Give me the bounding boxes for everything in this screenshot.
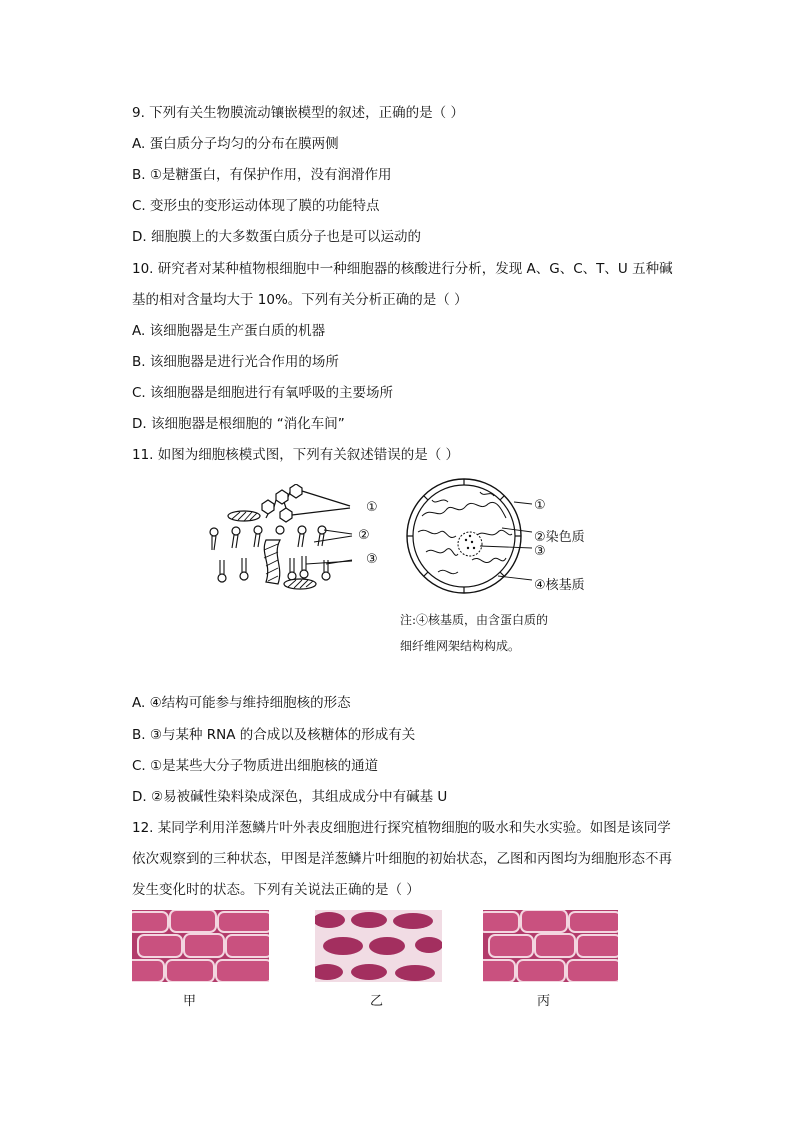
image-label-bing: 丙 <box>537 994 551 1009</box>
q9-stem: 9. 下列有关生物膜流动镶嵌模型的叙述，正确的是（ ） <box>132 105 464 121</box>
q9-option-d: D. 细胞膜上的大多数蛋白质分子也是可以运动的 <box>132 229 421 245</box>
micrograph-yi <box>315 910 442 982</box>
q11-option-d: D. ②易被碱性染料染成深色，其组成成分中有碱基 U <box>132 789 448 805</box>
membrane-label-1: ① <box>366 500 378 515</box>
figure-note-1: 注:④核基质，由含蛋白质的 <box>400 613 549 627</box>
image-label-jia: 甲 <box>183 994 197 1009</box>
nucleus-label-4: ④核基质 <box>534 578 585 593</box>
q11-option-b: B. ③与某种 RNA 的合成以及核糖体的形成有关 <box>132 727 416 743</box>
image-label-yi: 乙 <box>370 994 384 1009</box>
q10-stem-2: 基的相对含量均大于 10%。下列有关分析正确的是（ ） <box>132 292 468 308</box>
q10-stem-1: 10. 研究者对某种植物根细胞中一种细胞器的核酸进行分析，发现 A、G、C、T、U 五种碱 <box>132 261 673 277</box>
q9-option-a: A. 蛋白质分子均匀的分布在膜两侧 <box>132 136 339 152</box>
q9-option-b: B. ①是糖蛋白，有保护作用，没有润滑作用 <box>132 167 392 183</box>
nucleus-label-1: ① <box>534 498 546 513</box>
membrane-label-3: ③ <box>366 552 378 567</box>
micrograph-bing <box>483 910 618 982</box>
q11-option-c: C. ①是某些大分子物质进出细胞核的通道 <box>132 758 379 774</box>
figure-note-2: 细纤维网架结构构成。 <box>400 639 521 653</box>
nucleus-label-3: ③ <box>534 544 546 559</box>
q12-stem-2: 依次观察到的三种状态，甲图是洋葱鳞片叶细胞的初始状态，乙图和丙图均为细胞形态不再 <box>132 851 672 867</box>
q11-option-a: A. ④结构可能参与维持细胞核的形态 <box>132 695 351 711</box>
q9-option-c: C. 变形虫的变形运动体现了膜的功能特点 <box>132 198 380 214</box>
nucleus-label-2: ②染色质 <box>534 530 585 545</box>
q12-stem-3: 发生变化时的状态。下列有关说法正确的是（ ） <box>132 882 420 898</box>
q12-stem-1: 12. 某同学利用洋葱鳞片叶外表皮细胞进行探究植物细胞的吸水和失水实验。如图是该同学 <box>132 820 671 836</box>
q10-option-b: B. 该细胞器是进行光合作用的场所 <box>132 354 339 370</box>
q10-option-d: D. 该细胞器是根细胞的 “消化车间” <box>132 416 345 432</box>
membrane-label-2: ② <box>358 528 370 543</box>
nucleus-diagram <box>402 476 532 596</box>
micrograph-jia <box>132 910 269 982</box>
q10-option-a: A. 该细胞器是生产蛋白质的机器 <box>132 323 326 339</box>
q11-stem: 11. 如图为细胞核模式图，下列有关叙述错误的是（ ） <box>132 447 460 463</box>
q10-option-c: C. 该细胞器是细胞进行有氧呼吸的主要场所 <box>132 385 394 401</box>
